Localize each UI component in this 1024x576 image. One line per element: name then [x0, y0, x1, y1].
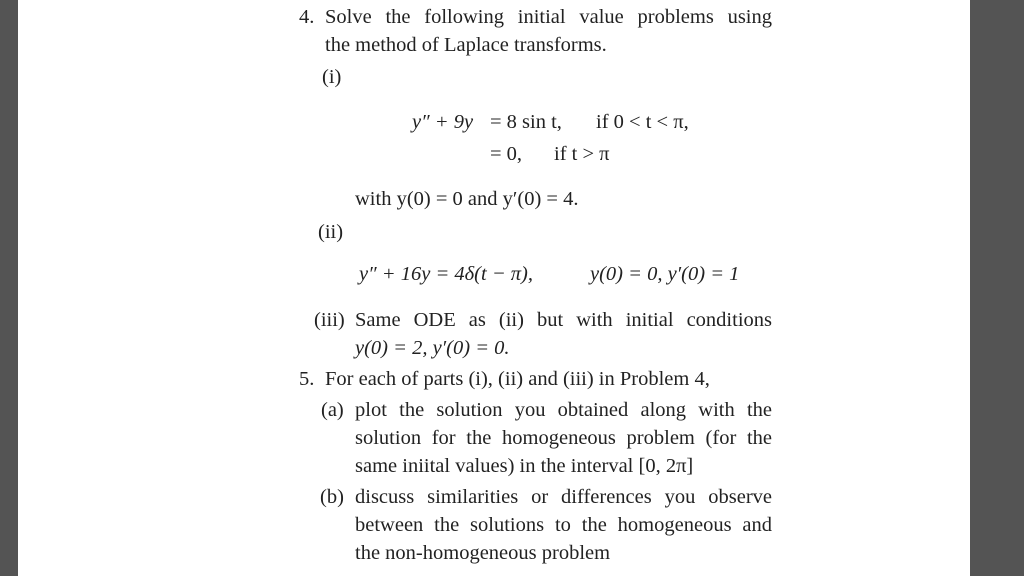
- part-a-label: (a): [321, 399, 344, 421]
- part-b-label: (b): [320, 486, 344, 508]
- part-i-label: (i): [322, 66, 342, 88]
- part-i-eq1-condition: if 0 < t < π,: [596, 111, 689, 133]
- part-i-eq1-lhs: y″ + 9y: [412, 111, 474, 133]
- part-a-line2: solution for the homogeneous problem (for the: [355, 427, 772, 449]
- part-b-line2: between the solutions to the homogeneous and: [355, 514, 772, 536]
- problem-4-number: 4.: [299, 6, 315, 28]
- problem-5-intro: For each of parts (i), (ii) and (iii) in Problem 4,: [325, 368, 710, 390]
- part-ii-equation: y″ + 16y = 4δ(t − π),: [359, 263, 534, 285]
- part-iii-line1: Same ODE as (ii) but with initial conditions: [355, 309, 772, 331]
- part-ii-label: (ii): [318, 221, 344, 243]
- part-b-line1: discuss similarities or differences you observe: [355, 486, 772, 508]
- part-ii-initial-conditions: y(0) = 0, y′(0) = 1: [590, 263, 740, 285]
- part-a-line3: same iniital values) in the interval [0, 2π]: [355, 455, 694, 477]
- problem-5-number: 5.: [299, 368, 315, 390]
- problem-4-intro-line2: the method of Laplace transforms.: [325, 34, 607, 56]
- part-iii-label: (iii): [314, 309, 345, 331]
- part-iii-line2: y(0) = 2, y′(0) = 0.: [355, 337, 510, 359]
- part-i-eq2-rhs: = 0,: [490, 143, 523, 165]
- document-page: [18, 0, 970, 576]
- part-i-initial-conditions: with y(0) = 0 and y′(0) = 4.: [355, 188, 579, 210]
- part-i-eq2-condition: if t > π: [554, 143, 610, 165]
- part-i-eq1-rhs: = 8 sin t,: [490, 111, 562, 133]
- part-a-line1: plot the solution you obtained along with the: [355, 399, 772, 421]
- problem-4-intro-line1: Solve the following initial value problems using: [325, 6, 772, 28]
- part-b-line3: the non-homogeneous problem: [355, 542, 611, 564]
